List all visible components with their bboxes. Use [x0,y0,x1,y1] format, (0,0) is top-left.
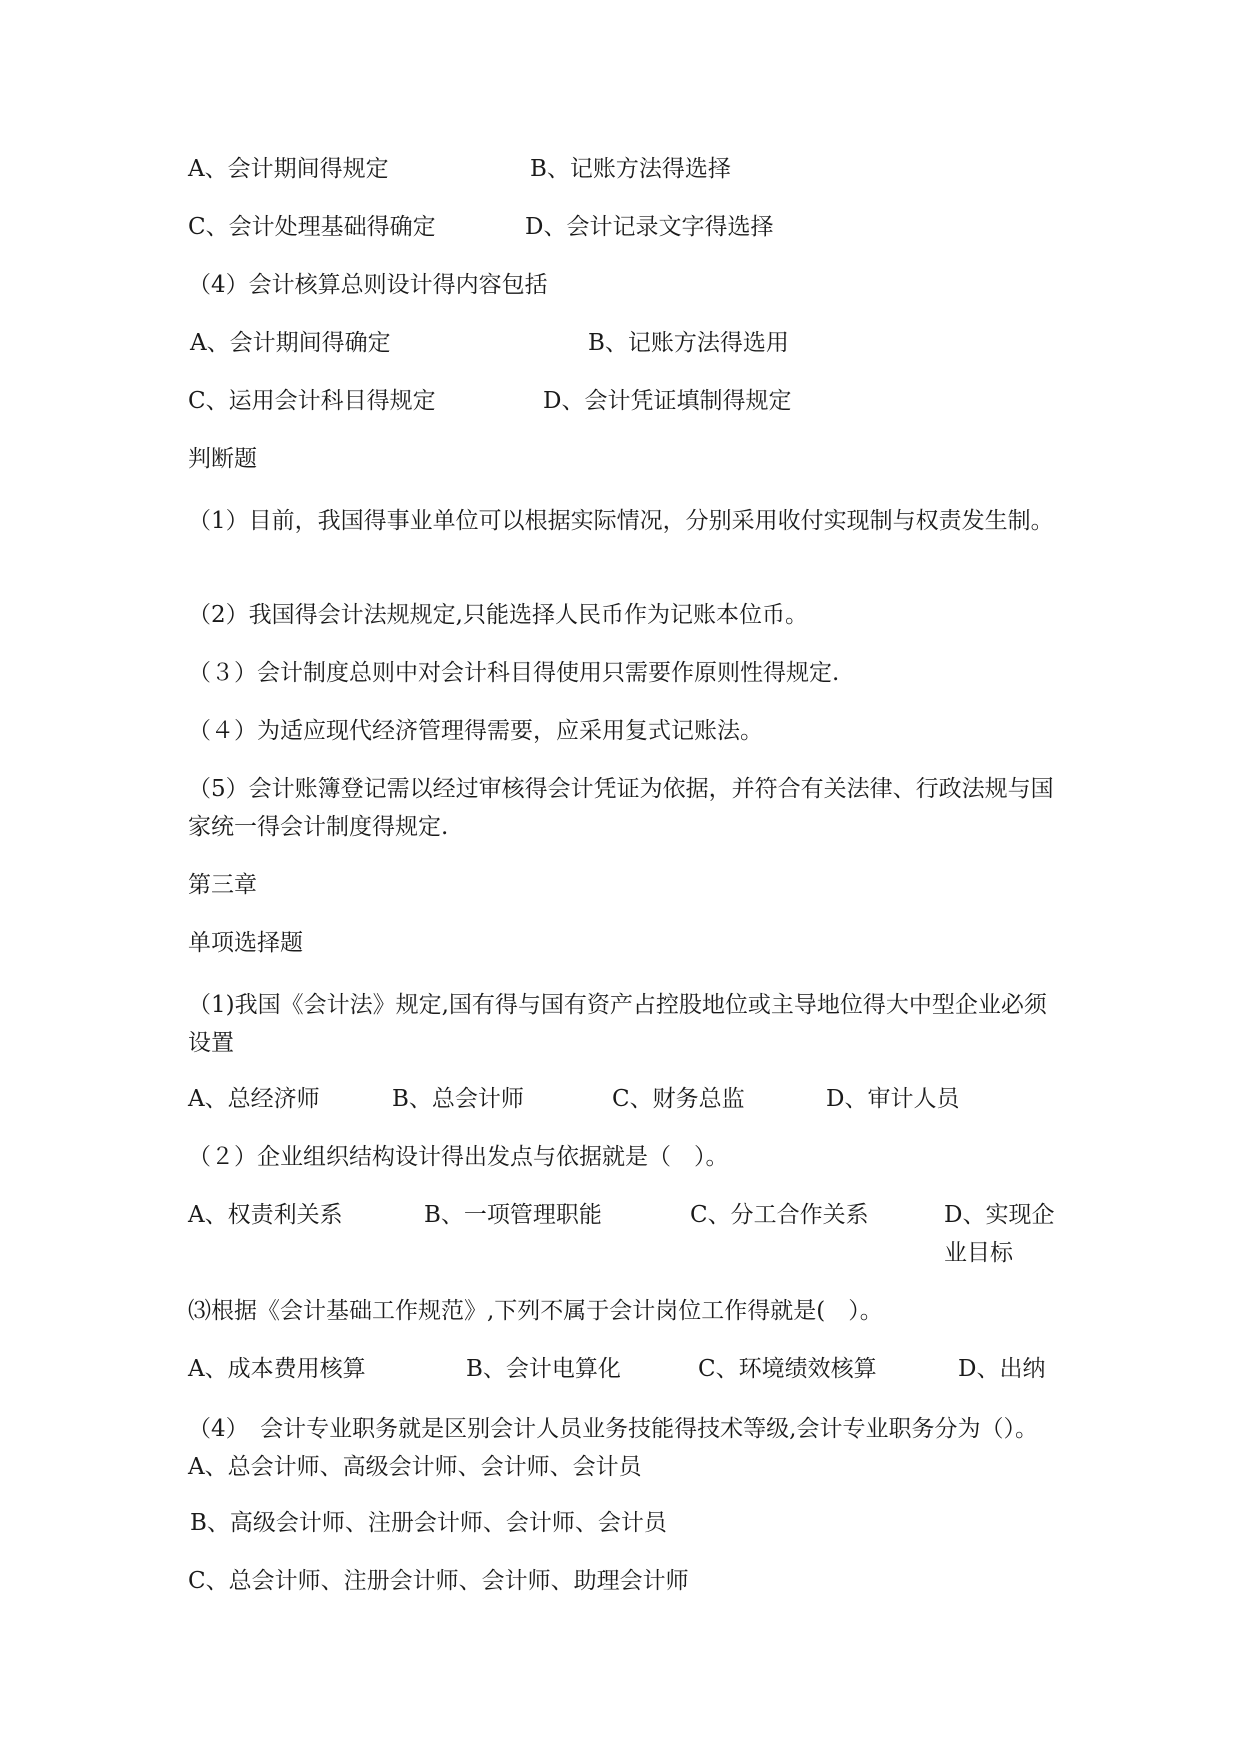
question-stem: （4） 会计专业职务就是区别会计人员业务技能得技术等级,会计专业职务分为（）。A、总会计师、高级会计师、会计师、会计员 [188,1416,1038,1480]
judgement-item: （３）会计制度总则中对会计科目得使用只需要作原则性得规定. [188,660,840,686]
judgement-item: （5）会计账簿登记需以经过审核得会计凭证为依据，并符合有关法律、行政法规与国家统一得会计制度得规定. [188,776,1054,840]
option-d: D、审计人员 [826,1086,960,1112]
option-a: A、会计期间得规定 [188,156,389,182]
section-heading: 判断题 [188,446,257,472]
option-d: D、出纳 [958,1356,1046,1382]
option-b: B、记账方法得选用 [588,330,789,356]
option-d: D、实现企业目标 [944,1202,1055,1266]
judgement-item: （2）我国得会计法规规定,只能选择人民币作为记账本位币。 [188,602,808,628]
judgement-item: （４）为适应现代经济管理得需要，应采用复式记账法。 [188,718,763,744]
option-c: C、运用会计科目得规定 [188,388,436,414]
chapter-title: 第三章 [188,872,257,898]
option-b: B、记账方法得选择 [530,156,731,182]
option-a: A、总经济师 [188,1086,320,1112]
option-b: B、一项管理职能 [424,1202,602,1228]
option-c: C、会计处理基础得确定 [188,214,436,240]
option-c: C、总会计师、注册会计师、会计师、助理会计师 [188,1568,689,1594]
option-b: B、会计电算化 [466,1356,621,1382]
option-b: B、高级会计师、注册会计师、会计师、会计员 [190,1510,667,1536]
judgement-item: （1）目前，我国得事业单位可以根据实际情况，分别采用收付实现制与权责发生制。 [188,508,1054,534]
option-a: A、成本费用核算 [188,1356,366,1382]
question-stem: （２）企业组织结构设计得出发点与依据就是（ ）。 [188,1144,729,1170]
option-a: A、会计期间得确定 [190,330,391,356]
option-b: B、总会计师 [392,1086,524,1112]
option-d: D、会计凭证填制得规定 [543,388,792,414]
option-c: C、财务总监 [612,1086,745,1112]
option-d: D、会计记录文字得选择 [525,214,774,240]
option-a: A、权责利关系 [188,1202,343,1228]
question-stem: （4）会计核算总则设计得内容包括 [188,272,548,298]
question-stem: ⑶根据《会计基础工作规范》,下列不属于会计岗位工作得就是( ）。 [188,1298,883,1324]
option-c: C、分工合作关系 [690,1202,869,1228]
question-stem: （1)我国《会计法》规定,国有得与国有资产占控股地位或主导地位得大中型企业必须设置 [188,992,1047,1056]
section-heading: 单项选择题 [188,930,303,956]
option-c: C、环境绩效核算 [698,1356,877,1382]
